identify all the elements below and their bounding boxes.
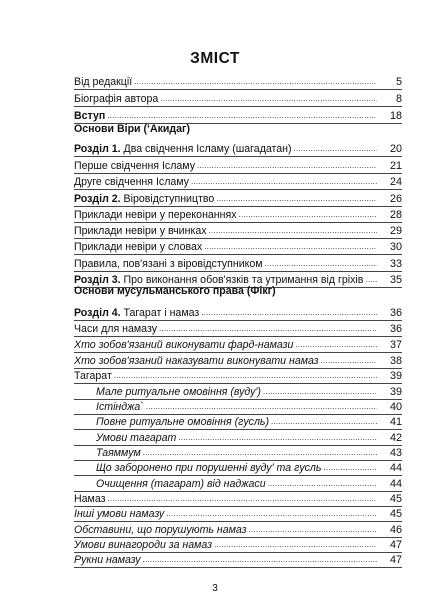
dot-leader xyxy=(268,478,377,490)
dot-leader xyxy=(239,209,377,221)
dot-leader xyxy=(166,508,377,520)
dot-leader xyxy=(295,339,377,351)
toc-page-number: 24 xyxy=(389,176,402,188)
dot-leader xyxy=(160,93,377,105)
toc-page-number: 42 xyxy=(389,432,402,444)
toc-page-number: 39 xyxy=(389,370,402,382)
toc-page-number: 47 xyxy=(389,554,402,566)
toc-entry-title: Приклади невіри у вчинках xyxy=(74,225,207,237)
toc-entry-title: Що заборонено при порушенні вуду' та гусль xyxy=(96,462,322,474)
toc-entry-title: Біографія автора xyxy=(74,93,159,105)
dot-leader xyxy=(197,160,377,172)
toc-entry[interactable] xyxy=(74,491,402,505)
toc-entry[interactable] xyxy=(74,353,402,367)
toc-page-number: 39 xyxy=(389,386,402,398)
toc-page-number: 38 xyxy=(389,355,402,367)
toc-entry[interactable] xyxy=(74,207,402,221)
dot-leader xyxy=(209,225,377,237)
toc-entry-title: Таяммум xyxy=(96,447,141,459)
toc-page-number: 44 xyxy=(389,478,402,490)
toc-entry[interactable] xyxy=(74,174,402,188)
toc-page-number: 28 xyxy=(389,209,402,221)
toc-entry-title: Обставини, що порушують намаз xyxy=(74,524,247,536)
toc-entry[interactable] xyxy=(74,368,402,382)
toc-entry-title: Намаз xyxy=(74,493,106,505)
toc-page-number: 41 xyxy=(389,416,402,428)
toc-entry-title: Приклади невіри у переконаннях xyxy=(74,209,237,221)
toc-page-number: 44 xyxy=(389,462,402,474)
dot-leader xyxy=(114,370,377,382)
toc-entry-title: Правила, пов'язані з віровідступником xyxy=(74,258,263,270)
toc-entry-title: Повне ритуальне омовіння (гусль) xyxy=(96,416,270,428)
toc-chapter-label: Розділ 1. xyxy=(74,143,121,155)
toc-entry[interactable] xyxy=(74,522,402,536)
toc-chapter-text: Про виконання обов'язків та утримання від гріхів xyxy=(120,274,364,286)
toc-entry[interactable] xyxy=(74,552,402,566)
toc-entry-title: Умови винагороди за намаз xyxy=(74,539,212,551)
toc-entry-title: Мале ритуальне омовіння (вуду') xyxy=(96,386,261,398)
toc-page-number: 35 xyxy=(389,274,402,286)
toc-page-number: 8 xyxy=(395,93,402,105)
toc-page-number: 45 xyxy=(389,508,402,520)
toc-entry[interactable] xyxy=(74,223,402,237)
toc-entry[interactable] xyxy=(74,460,402,474)
toc-entry[interactable] xyxy=(74,256,402,270)
toc-section-heading: Основи Віри (ʻАкидаг) xyxy=(74,123,190,135)
toc-page-number: 46 xyxy=(389,524,402,536)
toc-chapter-label: Розділ 2. xyxy=(74,193,121,205)
toc-entry[interactable] xyxy=(74,239,402,253)
toc-entry-title: Від редакції xyxy=(74,76,133,88)
toc-chapter-text: Віровідступництво xyxy=(120,193,215,205)
toc-entry-title: Перше свідчення Ісламу xyxy=(74,160,195,172)
toc-entry-title: Тагарат xyxy=(74,370,112,382)
toc-entry-title: Друге свідчення Ісламу xyxy=(74,176,189,188)
toc-section-heading: Основи мусульманського права (Фікг) xyxy=(74,285,276,297)
toc-chapter-text: Тагарат і намаз xyxy=(120,307,200,319)
dot-leader xyxy=(201,307,377,319)
toc-entry-title: Часи для намазу xyxy=(74,323,157,335)
toc-entry[interactable] xyxy=(74,506,402,520)
toc-page-number: 40 xyxy=(389,401,402,413)
toc-page-number: 29 xyxy=(389,225,402,237)
toc-entry[interactable] xyxy=(74,476,402,490)
dot-leader xyxy=(159,323,377,335)
toc-entry-title: Очищення (тагарат) від наджаси xyxy=(96,478,266,490)
dot-leader xyxy=(321,355,377,367)
toc-chapter-label: Розділ 3. xyxy=(74,274,121,286)
toc-entry[interactable] xyxy=(74,445,402,459)
toc-page-number: 30 xyxy=(389,241,402,253)
toc-page-number: 20 xyxy=(389,143,402,155)
toc-entry-title: Інші умови намазу xyxy=(74,508,165,520)
toc-entry-title: Рукни намазу xyxy=(74,554,141,566)
dot-leader xyxy=(204,241,377,253)
dot-leader xyxy=(249,524,378,536)
toc-entry-title xyxy=(74,143,292,155)
toc-entry[interactable] xyxy=(74,91,402,105)
page-title: ЗМІСТ xyxy=(190,50,240,67)
dot-leader xyxy=(143,554,377,566)
toc-entry[interactable] xyxy=(74,158,402,172)
toc-chapter-text: Два свідчення Ісламу (шагадатан) xyxy=(120,143,292,155)
dot-leader xyxy=(294,143,377,155)
toc-page-number: 5 xyxy=(395,76,402,88)
toc-entry[interactable] xyxy=(74,191,402,205)
toc-entry[interactable] xyxy=(74,384,402,398)
toc-entry-title: Хто зобов'язаний виконувати фард-намази xyxy=(74,339,294,351)
toc-entry[interactable] xyxy=(74,321,402,335)
toc-entry[interactable] xyxy=(74,337,402,351)
toc-chapter-label: Розділ 4. xyxy=(74,307,121,319)
toc-entry[interactable] xyxy=(74,74,402,88)
toc-entry[interactable] xyxy=(74,141,402,155)
dot-leader xyxy=(191,176,377,188)
toc-entry-title xyxy=(74,307,199,319)
toc-entry-title: Істінджа` xyxy=(96,401,144,413)
toc-entry[interactable] xyxy=(74,305,402,319)
dot-leader xyxy=(216,193,377,205)
dot-leader xyxy=(146,401,377,413)
toc-page-number: 26 xyxy=(389,193,402,205)
dot-leader xyxy=(323,462,377,474)
dot-leader xyxy=(263,386,377,398)
toc-entry-title: Вступ xyxy=(74,110,106,122)
dot-leader xyxy=(134,76,377,88)
toc-page-number: 18 xyxy=(389,110,402,122)
toc-entry[interactable] xyxy=(74,430,402,444)
toc-page-number: 47 xyxy=(389,539,402,551)
toc-entry[interactable] xyxy=(74,272,402,286)
dot-leader xyxy=(107,493,377,505)
toc-page-number: 45 xyxy=(389,493,402,505)
toc-entry[interactable] xyxy=(74,414,402,428)
toc-page-number: 36 xyxy=(389,307,402,319)
toc-page-number: 37 xyxy=(389,339,402,351)
toc-page-number: 33 xyxy=(389,258,402,270)
toc-entry-title: Приклади невіри у словах xyxy=(74,241,203,253)
toc-entry[interactable] xyxy=(74,537,402,551)
toc-entry-title xyxy=(74,193,214,205)
dot-leader xyxy=(214,539,377,551)
dot-leader xyxy=(107,110,377,122)
toc-page-number: 21 xyxy=(389,160,402,172)
toc-page-number: 43 xyxy=(389,447,402,459)
dot-leader xyxy=(143,447,377,459)
dot-leader xyxy=(265,258,377,270)
toc-entry[interactable] xyxy=(74,399,402,413)
page-number: 3 xyxy=(212,583,218,594)
toc-entry-title: Хто зобов'язаний наказувати виконувати намаз xyxy=(74,355,319,367)
dot-leader xyxy=(271,416,377,428)
toc-entry-title: Умови тагарат xyxy=(96,432,177,444)
toc-entry[interactable] xyxy=(74,108,402,122)
dot-leader xyxy=(178,432,377,444)
toc-page-number: 36 xyxy=(389,323,402,335)
